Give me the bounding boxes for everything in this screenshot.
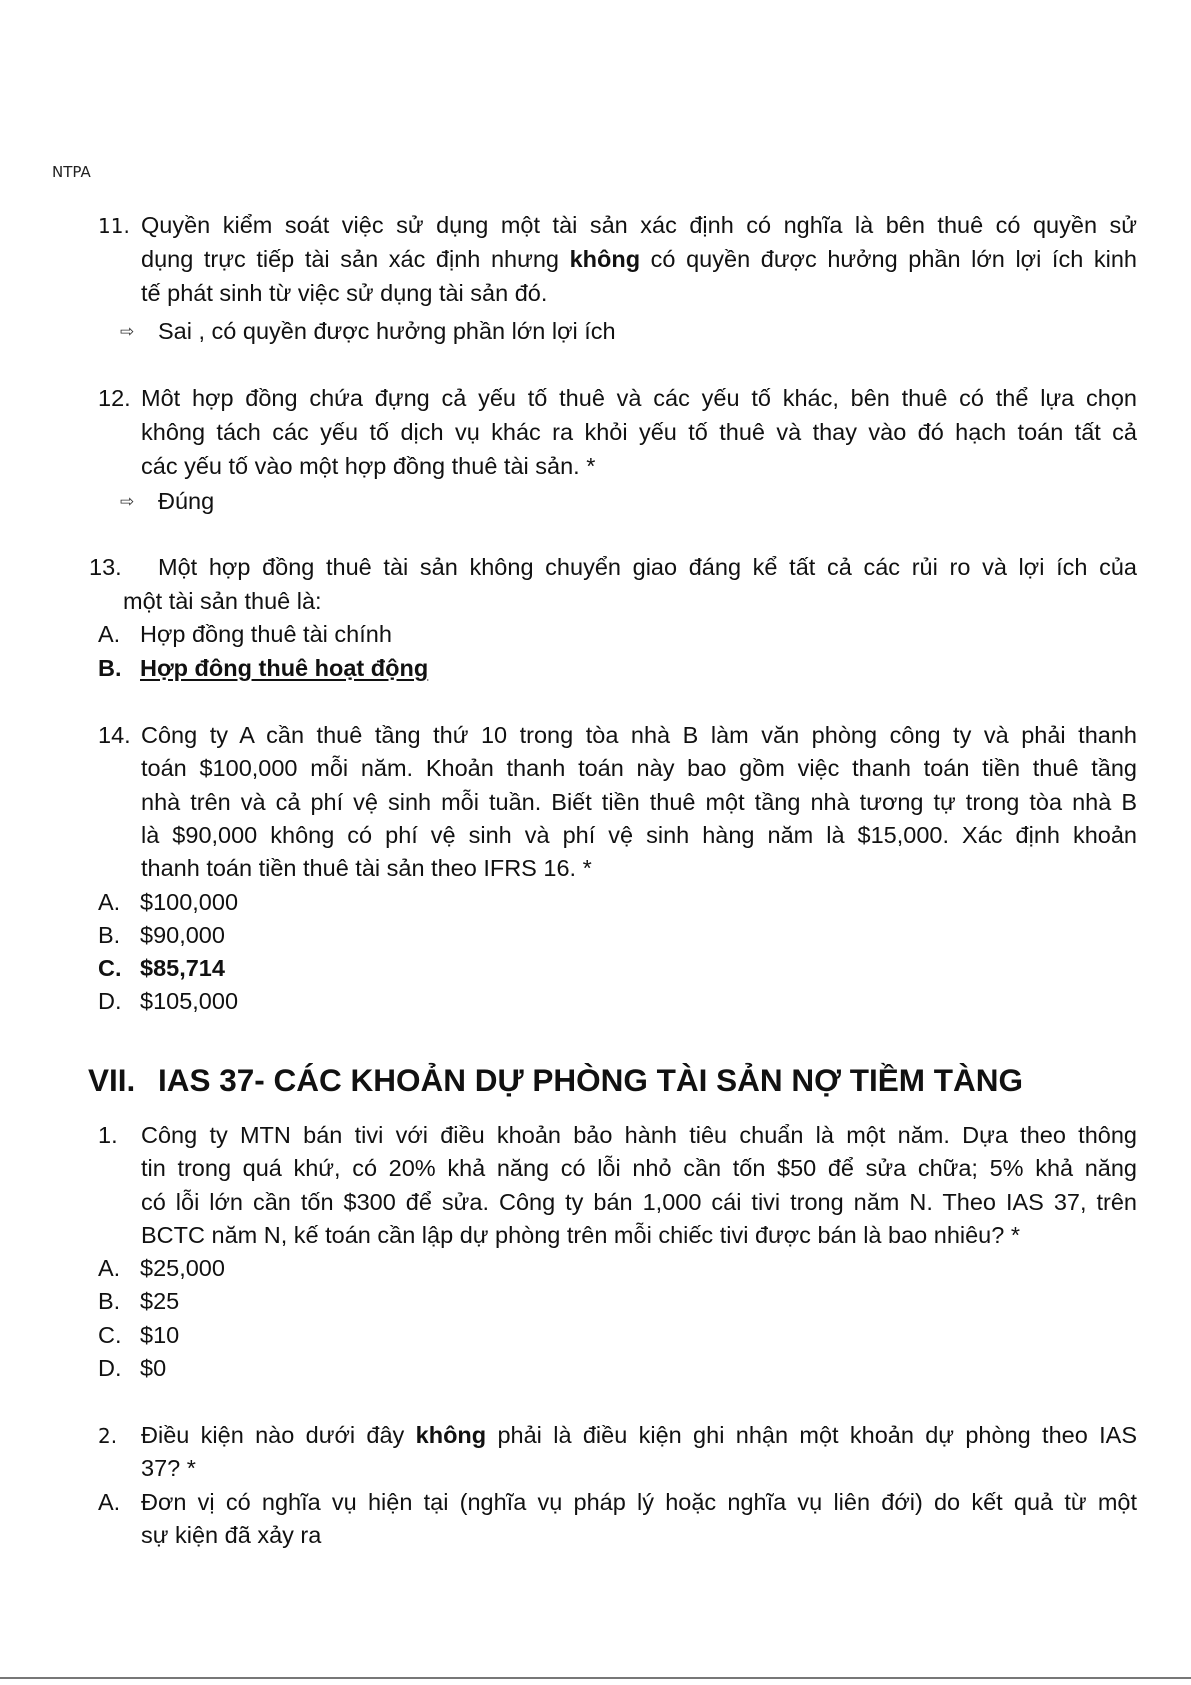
q13-line1: Một hợp đồng thuê tài sản không chuyển giao đáng kể tất cả các rủi ro và lợi ích của	[158, 554, 1137, 580]
section-heading: VII. IAS 37- CÁC KHOẢN DỰ PHÒNG TÀI SẢN NỢ TIỀM TÀNG	[88, 1062, 1024, 1098]
s1-option-b: B. $25	[98, 1288, 180, 1314]
q14-option-d: D. $105,000	[98, 988, 239, 1014]
q14-line1: Công ty A cần thuê tầng thứ 10 trong tòa nhà B làm văn phòng công ty và phải thanh	[141, 722, 1137, 748]
s1-number: 1.	[98, 1122, 118, 1148]
q14-number: 14.	[98, 722, 131, 748]
s2-option-a-line2: sự kiện đã xảy ra	[141, 1522, 322, 1548]
s1-option-a: A. $25,000	[98, 1255, 225, 1281]
s1-option-d: D. $0	[98, 1355, 167, 1381]
q14-line4: là $90,000 không có phí vệ sinh và phí vệ sinh hàng năm là $15,000. Xác định khoản	[141, 822, 1137, 848]
q14-line5: thanh toán tiền thuê tài sản theo IFRS 16. *	[141, 855, 592, 881]
q13-line2: một tài sản thuê là:	[123, 588, 322, 614]
q12-line1: Môt hợp đồng chứa đựng cả yếu tố thuê và các yếu tố khác, bên thuê có thể lựa chọn	[141, 385, 1137, 411]
q11-number: 11.	[98, 214, 130, 238]
s1-option-c: C. $10	[98, 1322, 180, 1348]
q12-line3: các yếu tố vào một hợp đồng thuê tài sản. *	[141, 453, 596, 479]
s1-line3: có lỗi lớn cần tốn $300 để sửa. Công ty bán 1,000 cái tivi trong năm N. Theo IAS 37, trên	[141, 1189, 1137, 1215]
page-header: NTPA	[52, 163, 91, 181]
s2-number: 2.	[98, 1424, 118, 1448]
s2-line1: Điều kiện nào dưới đây không phải là điều kiện ghi nhận một khoản dự phòng theo IAS	[141, 1422, 1137, 1448]
q14-option-c-correct: C. $85,714	[98, 955, 225, 981]
s2-option-a-line1: Đơn vị có nghĩa vụ hiện tại (nghĩa vụ pháp lý hoặc nghĩa vụ liên đới) do kết quả từ một	[141, 1489, 1137, 1515]
q12-answer: Đúng	[158, 488, 215, 514]
page-bottom-rule	[0, 1677, 1191, 1679]
q14-option-a: A. $100,000	[98, 889, 239, 915]
q12-line2: không tách các yếu tố dịch vụ khác ra khỏi yếu tố thuê và thay vào đó hạch toán tất cả	[141, 419, 1137, 445]
q14-line3: nhà trên và cả phí vệ sinh mỗi tuần. Biết tiền thuê một tầng nhà tương tự trong tòa nhà B	[141, 789, 1137, 815]
s1-line2: tin trong quá khứ, có 20% khả năng có lỗi nhỏ cần tốn $50 để sửa chữa; 5% khả năng	[141, 1155, 1137, 1181]
q12-number: 12.	[98, 385, 131, 411]
s1-line4: BCTC năm N, kế toán cần lập dự phòng trên mỗi chiếc tivi được bán là bao nhiêu? *	[141, 1222, 1020, 1248]
q13-option-b-correct: B. Hợp đông thuê hoạt động	[98, 655, 429, 681]
s2-line2: 37? *	[141, 1455, 196, 1481]
q11-answer: Sai , có quyền được hưởng phần lớn lợi ích	[158, 318, 616, 344]
q14-line2: toán $100,000 mỗi năm. Khoản thanh toán này bao gồm việc thanh toán tiền thuê tầng	[141, 755, 1137, 781]
q13-number: 13.	[89, 554, 122, 580]
arrow-right-icon: ⇨	[120, 322, 135, 341]
emphasis-bold: không	[569, 246, 641, 272]
q13-option-a: A. Hợp đồng thuê tài chính	[98, 621, 392, 647]
q11-line1: Quyền kiểm soát việc sử dụng một tài sản xác định có nghĩa là bên thuê có quyền sử	[141, 212, 1137, 238]
emphasis-bold: không	[415, 1422, 487, 1448]
q11-line3: tế phát sinh từ việc sử dụng tài sản đó.	[141, 280, 548, 306]
arrow-right-icon: ⇨	[120, 492, 135, 511]
q14-option-b: B. $90,000	[98, 922, 225, 948]
s2-option-a-letter: A.	[98, 1489, 121, 1515]
s1-line1: Công ty MTN bán tivi với điều khoản bảo hành tiêu chuẩn là một năm. Dựa theo thông	[141, 1122, 1137, 1148]
q11-line2: dụng trực tiếp tài sản xác định nhưng không có quyền được hưởng phần lớn lợi ích kinh	[141, 246, 1137, 272]
